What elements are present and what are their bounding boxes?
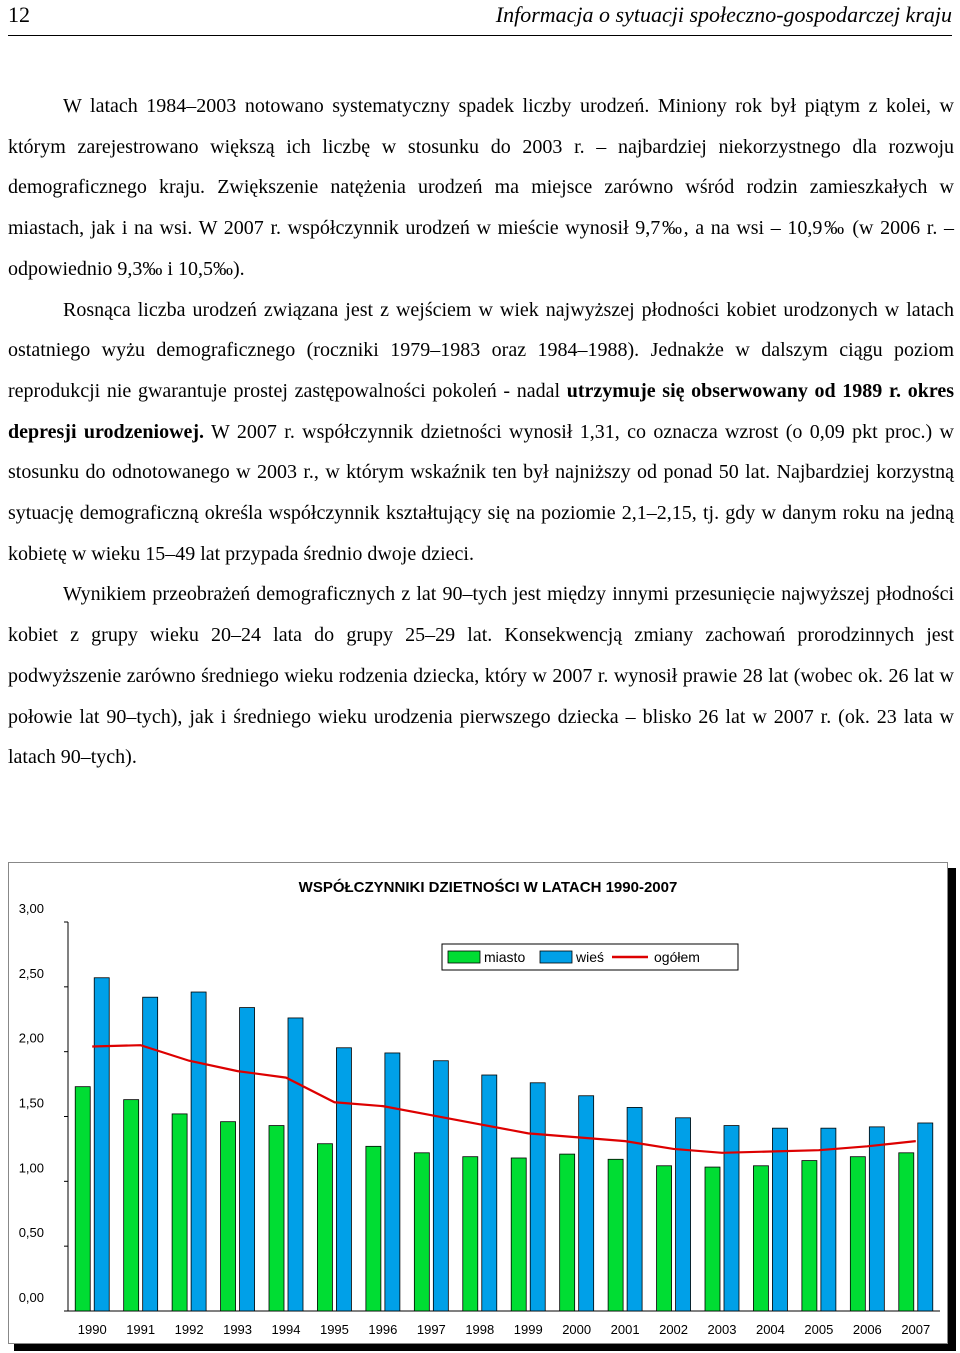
legend-label-wies: wieś bbox=[576, 949, 605, 965]
x-tick-label: 1997 bbox=[416, 1322, 446, 1337]
y-tick-label: 2,50 bbox=[18, 965, 44, 981]
bar-wies-1996 bbox=[385, 1053, 400, 1311]
legend-swatch-wies bbox=[540, 951, 572, 963]
paragraph-3: Wynikiem przeobrażeń demograficznych z lat 90–tych jest między innymi przesunięcie najwyższej płodności kobiet z grupy wieku 20–24 lata do grupy 25–29 lat. Konsekwencją zmiany zachowań prorodzinnych jest podwyższenie zarówno średniego wieku rodzenia dziecka, który w 2007 r. wynosił prawie 28 lat (wobec ok. 26 lat w połowie lat 90–tych), jak i średniego wieku urodzenia pierwszego dziecka – blisko 26 lat w 2007 r. (ok. 23 lata w latach 90–tych). bbox=[8, 583, 954, 769]
bar-miasto-2000 bbox=[560, 1154, 575, 1311]
bar-wies-1997 bbox=[433, 1061, 448, 1311]
y-tick-label: 1,50 bbox=[18, 1095, 44, 1111]
bar-wies-1991 bbox=[143, 997, 158, 1311]
y-axis-ticks bbox=[19, 901, 68, 1311]
bar-wies-1993 bbox=[240, 1008, 255, 1311]
y-tick-label: 1,00 bbox=[18, 1160, 44, 1176]
bar-miasto-2001 bbox=[608, 1159, 623, 1311]
legend bbox=[442, 944, 738, 970]
running-title: Informacja o sytuacji społeczno-gospodarczej kraju bbox=[495, 2, 952, 27]
bar-miasto-2007 bbox=[899, 1153, 914, 1311]
bar-wies-1990 bbox=[94, 978, 109, 1311]
bar-miasto-2005 bbox=[802, 1161, 817, 1311]
header-rule bbox=[8, 35, 952, 36]
x-axis-labels bbox=[78, 1322, 930, 1337]
x-tick-label: 1991 bbox=[126, 1322, 156, 1337]
body-text bbox=[8, 86, 954, 778]
y-tick-label: 3,00 bbox=[18, 901, 44, 916]
line-ogolem bbox=[92, 1045, 916, 1153]
fertility-chart bbox=[8, 862, 948, 1344]
x-tick-label: 1992 bbox=[174, 1322, 204, 1337]
bar-miasto-2006 bbox=[850, 1157, 865, 1311]
line-series bbox=[92, 1045, 916, 1153]
x-tick-label: 2006 bbox=[852, 1322, 882, 1337]
bar-miasto-2004 bbox=[753, 1166, 768, 1311]
paragraph-2-emphasis: utrzymuje się obserwowany od 1989 r. okres depresji urodzeniowej. bbox=[8, 379, 954, 443]
x-tick-label: 2004 bbox=[755, 1322, 785, 1337]
x-tick-label: 2005 bbox=[804, 1322, 834, 1337]
y-tick-label: 2,00 bbox=[18, 1030, 44, 1046]
bar-miasto-1998 bbox=[463, 1157, 478, 1311]
bar-wies-2002 bbox=[676, 1118, 691, 1311]
page-number: 12 bbox=[8, 2, 30, 27]
legend-label-ogolem: ogółem bbox=[654, 949, 700, 965]
bar-miasto-2002 bbox=[657, 1166, 672, 1311]
y-tick-label: 0,00 bbox=[18, 1290, 44, 1305]
chart-title: WSPÓŁCZYNNIKI DZIETNOŚCI W LATACH 1990-2007 bbox=[298, 879, 678, 896]
x-tick-label: 2007 bbox=[901, 1322, 931, 1337]
legend-label-miasto: miasto bbox=[484, 949, 526, 965]
paragraph-2-part-b: W 2007 r. współczynnik dzietności wynosił 1,31, co oznacza wzrost (o 0,09 pkt proc.) w stosunku do odnotowanego w 2003 r., w którym wskaźnik ten był najniższy od ponad 50 lat. Najbardziej korzystną sytuację demograficzną określa współczynnik kształtujący się na poziomie 2,1–2,15, tj. gdy w danym roku na jedną kobietę w wieku 15–49 lat przypada średnio dwoje dzieci. bbox=[8, 420, 954, 565]
x-tick-label: 1998 bbox=[465, 1322, 495, 1337]
paragraph-1: W latach 1984–2003 notowano systematyczny spadek liczby urodzeń. Miniony rok był piątym z kolei, w którym zarejestrowano większą ich liczbę w stosunku do 2003 r. – najbardziej niekorzystnego dla rozwoju demograficznego kraju. Zwiększenie natężenia urodzeń ma miejsce zarówno wśród rodzin zamieszkałych w miastach, jak i na wsi. W 2007 r. współczynnik urodzeń w mieście wynosił 9,7‰, a na wsi – 10,9‰ (w 2006 r. – odpowiednio 9,3‰ i 10,5‰). bbox=[8, 95, 954, 280]
bar-wies-1999 bbox=[530, 1083, 545, 1311]
x-tick-label: 1999 bbox=[513, 1322, 543, 1337]
bar-wies-2007 bbox=[918, 1123, 933, 1311]
bar-miasto-1999 bbox=[511, 1158, 526, 1311]
bar-miasto-1997 bbox=[414, 1153, 429, 1311]
x-tick-label: 1993 bbox=[223, 1322, 253, 1337]
x-tick-label: 1994 bbox=[271, 1322, 301, 1337]
bar-wies-2004 bbox=[772, 1128, 787, 1311]
bar-wies-2005 bbox=[821, 1128, 836, 1311]
bar-wies-1994 bbox=[288, 1018, 303, 1311]
x-tick-label: 1995 bbox=[319, 1322, 349, 1337]
x-tick-label: 2001 bbox=[610, 1322, 640, 1337]
x-tick-label: 1990 bbox=[77, 1322, 107, 1337]
bar-miasto-1993 bbox=[221, 1122, 236, 1311]
x-tick-label: 1996 bbox=[368, 1322, 398, 1337]
bar-wies-2001 bbox=[627, 1107, 642, 1311]
bar-wies-2000 bbox=[579, 1096, 594, 1311]
bar-miasto-1995 bbox=[317, 1144, 332, 1311]
bar-miasto-1992 bbox=[172, 1114, 187, 1311]
x-tick-label: 2003 bbox=[707, 1322, 737, 1337]
bar-miasto-1991 bbox=[124, 1100, 139, 1311]
x-tick-label: 2000 bbox=[562, 1322, 592, 1337]
bar-miasto-1990 bbox=[75, 1087, 90, 1311]
paragraph-2-part-a: Rosnąca liczba urodzeń związana jest z wejściem w wiek najwyższej płodności kobiet urodzonych w latach ostatniego wyżu demograficznego (roczniki 1979–1983 oraz 1984–1988). Jednakże w dalszym ciągu poziom reprodukcji nie gwarantuje prostej zastępowalności pokoleń - nadal bbox=[8, 298, 954, 402]
bar-miasto-1994 bbox=[269, 1126, 284, 1311]
bar-miasto-1996 bbox=[366, 1146, 381, 1311]
bar-wies-1998 bbox=[482, 1075, 497, 1311]
legend-swatch-miasto bbox=[448, 951, 480, 963]
bar-wies-1995 bbox=[336, 1048, 351, 1311]
page-header bbox=[8, 0, 952, 36]
x-tick-label: 2002 bbox=[659, 1322, 689, 1337]
bar-wies-1992 bbox=[191, 992, 206, 1311]
bar-wies-2006 bbox=[869, 1127, 884, 1311]
y-tick-label: 0,50 bbox=[18, 1225, 44, 1241]
bar-marks bbox=[75, 978, 933, 1311]
paragraph-2 bbox=[8, 290, 954, 575]
bar-miasto-2003 bbox=[705, 1167, 720, 1311]
